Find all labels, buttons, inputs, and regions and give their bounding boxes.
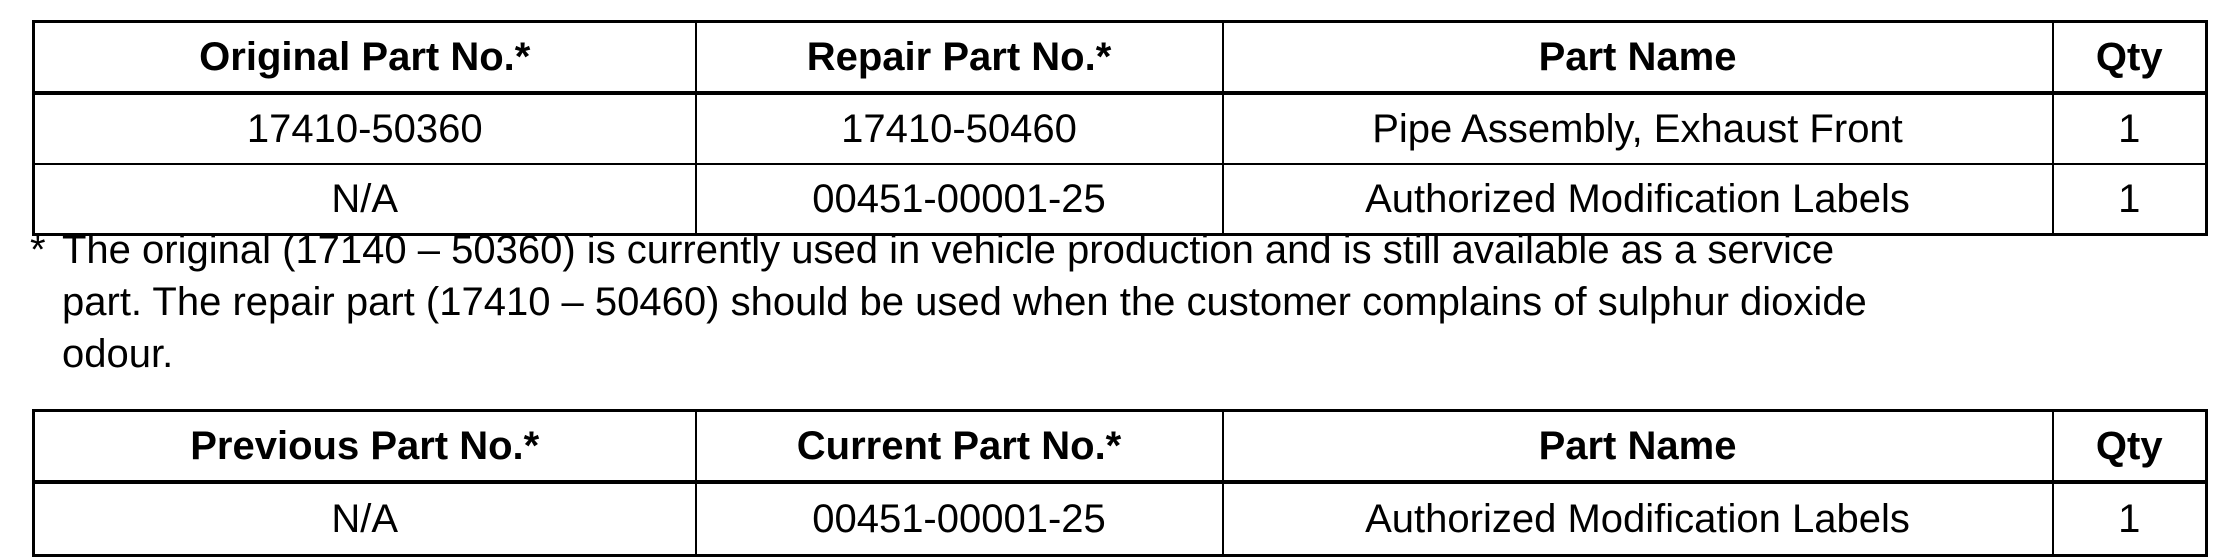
- footnote-marker: *: [30, 228, 46, 272]
- cell-qty: 1: [2053, 164, 2207, 235]
- header-part-name: Part Name: [1223, 411, 2053, 483]
- header-qty: Qty: [2053, 22, 2207, 94]
- cell-part-name: Authorized Modification Labels: [1223, 482, 2053, 556]
- footnote-text: The original (17140 – 50360) is currently used in vehicle production and is still available as a service part. The repair part (17410 – 50460) should be used when the customer complains of sulphur dioxide odour.: [62, 228, 1867, 376]
- cell-qty: 1: [2053, 482, 2207, 556]
- header-previous-part-no: Previous Part No.*: [34, 411, 696, 483]
- cell-qty: 1: [2053, 93, 2207, 164]
- cell-current-part-no: 00451-00001-25: [696, 482, 1223, 556]
- cell-part-name: Pipe Assembly, Exhaust Front: [1223, 93, 2053, 164]
- header-current-part-no: Current Part No.*: [696, 411, 1223, 483]
- table-header-row: [34, 411, 2207, 483]
- table-row: [34, 93, 2207, 164]
- parts-table-previous-current: [32, 409, 2208, 557]
- table-header-row: [34, 22, 2207, 94]
- header-part-name: Part Name: [1223, 22, 2053, 94]
- parts-table-original-repair: [32, 20, 2208, 236]
- footnote: [30, 224, 2210, 380]
- cell-original-part-no: N/A: [34, 164, 696, 235]
- table-row: [34, 482, 2207, 556]
- header-repair-part-no: Repair Part No.*: [696, 22, 1223, 94]
- header-original-part-no: Original Part No.*: [34, 22, 696, 94]
- cell-repair-part-no: 00451-00001-25: [696, 164, 1223, 235]
- cell-previous-part-no: N/A: [34, 482, 696, 556]
- header-qty: Qty: [2053, 411, 2207, 483]
- cell-original-part-no: 17410-50360: [34, 93, 696, 164]
- cell-part-name: Authorized Modification Labels: [1223, 164, 2053, 235]
- cell-repair-part-no: 17410-50460: [696, 93, 1223, 164]
